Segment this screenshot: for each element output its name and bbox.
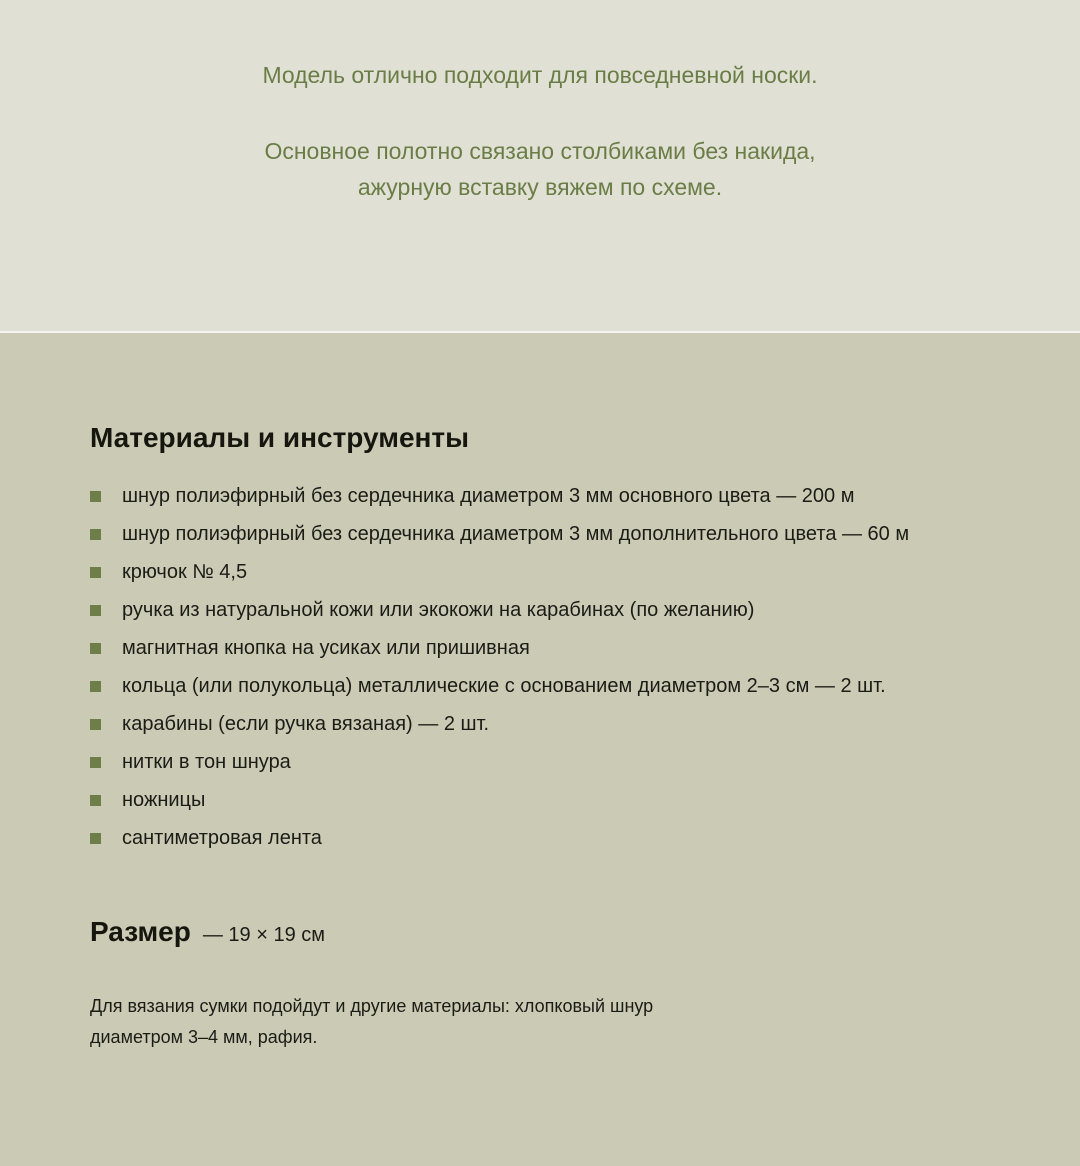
list-item — [90, 673, 930, 699]
list-item-text: сантиметровая лента — [122, 827, 322, 849]
list-item-text: ручка из натуральной кожи или экокожи на карабинах (по желанию) — [122, 599, 755, 621]
intro-text: Модель отлично подходит для повседневной носки. — [262, 62, 818, 88]
size-heading: Размер — [90, 916, 191, 947]
list-item-text: нитки в тон шнура — [122, 751, 291, 773]
list-item — [90, 483, 930, 509]
list-item — [90, 787, 930, 813]
list-item — [90, 825, 930, 851]
square-bullet-icon — [90, 491, 101, 502]
square-bullet-icon — [90, 833, 101, 844]
list-item-text: крючок № 4,5 — [122, 561, 248, 583]
intro-section — [0, 0, 1080, 333]
list-item — [90, 711, 930, 737]
list-item — [90, 749, 930, 775]
square-bullet-icon — [90, 681, 101, 692]
list-item-text: шнур полиэфирный без сердечника диаметром 3 мм основного цвета — 200 м — [122, 485, 855, 507]
materials-section — [0, 333, 1080, 1053]
list-item-text: карабины (если ручка вязаная) — 2 шт. — [122, 713, 490, 735]
list-item-text: ножницы — [122, 789, 206, 811]
size-row — [90, 915, 1080, 949]
materials-list — [90, 483, 930, 851]
note-text: Для вязания сумки подойдут и другие материалы: хлопковый шнур диаметром 3–4 мм, рафия. — [90, 996, 654, 1047]
list-item — [90, 521, 930, 547]
list-item — [90, 559, 930, 585]
square-bullet-icon — [90, 567, 101, 578]
intro-line: ажурную вставку вяжем по схеме. — [357, 174, 723, 200]
list-item — [90, 597, 930, 623]
square-bullet-icon — [90, 719, 101, 730]
materials-heading: Материалы и инструменты — [90, 422, 470, 453]
list-item — [90, 635, 930, 661]
intro-description — [0, 133, 1080, 205]
square-bullet-icon — [90, 529, 101, 540]
square-bullet-icon — [90, 643, 101, 654]
size-value: — 19 × 19 см — [202, 924, 325, 946]
square-bullet-icon — [90, 795, 101, 806]
square-bullet-icon — [90, 605, 101, 616]
list-item-text: магнитная кнопка на усиках или пришивная — [122, 637, 530, 659]
list-item-text: кольца (или полукольца) металлические с основанием диаметром 2–3 см — 2 шт. — [122, 675, 886, 697]
intro-line: Основное полотно связано столбиками без накида, — [264, 138, 816, 164]
list-item-text: шнур полиэфирный без сердечника диаметром 3 мм дополнительного цвета — 60 м — [122, 523, 910, 545]
square-bullet-icon — [90, 757, 101, 768]
